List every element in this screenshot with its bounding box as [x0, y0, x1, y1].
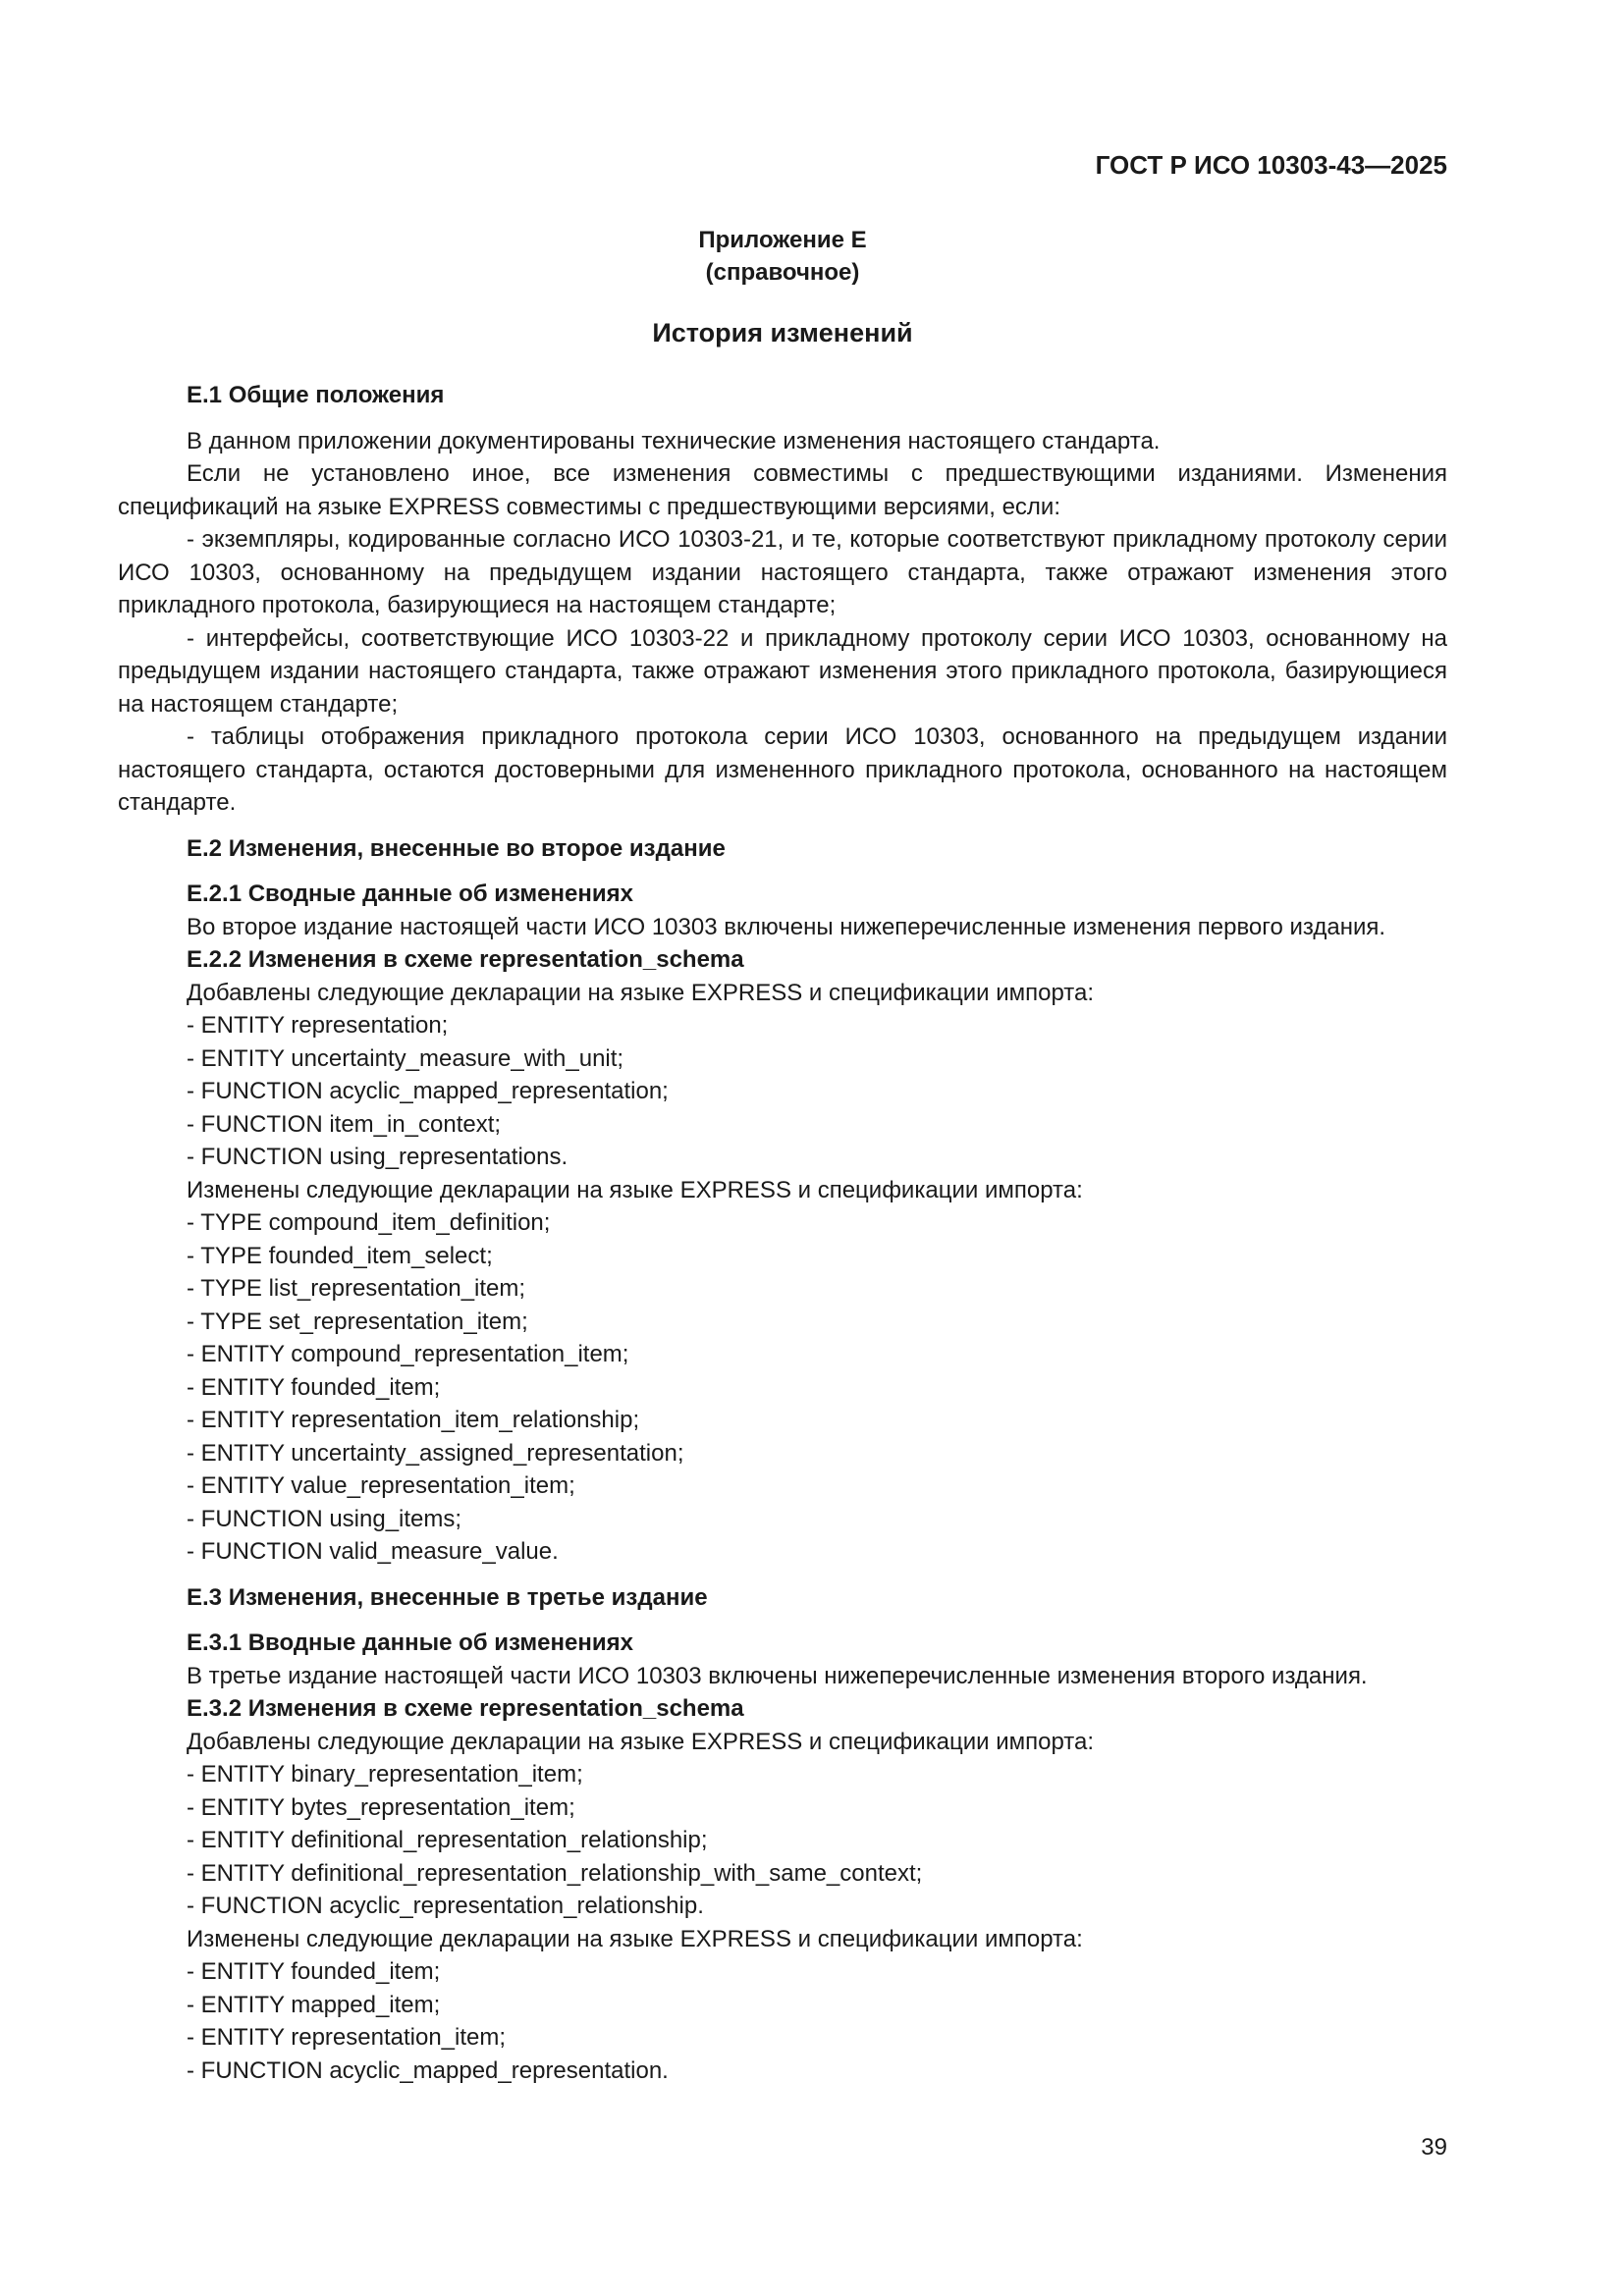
declaration-item: - FUNCTION acyclic_mapped_representation.	[187, 2056, 669, 2084]
subsection-heading: Е.3.1 Вводные данные об изменениях	[187, 1629, 633, 1656]
list-intro: Изменены следующие декларации на языке EXPRESS и спецификации импорта:	[187, 1925, 1083, 1952]
annex-title: Приложение Е	[698, 227, 867, 253]
declaration-item: - ENTITY representation;	[187, 1012, 449, 1039]
section-e3-heading: Е.3 Изменения, внесенные в третье издание	[187, 1583, 708, 1611]
annex-label	[118, 224, 1447, 289]
declaration-item: - FUNCTION acyclic_representation_relationship.	[187, 1893, 704, 1919]
declaration-item: - ENTITY representation_item;	[187, 2024, 507, 2051]
subsection-heading: Е.2.2 Изменения в схеме representation_schema	[187, 946, 744, 973]
declaration-item: - FUNCTION using_items;	[187, 1505, 462, 1532]
declaration-item: - ENTITY definitional_representation_relationship;	[187, 1827, 708, 1853]
declaration-item: - FUNCTION valid_measure_value.	[187, 1538, 559, 1565]
e2-added-list	[118, 1009, 1447, 1174]
declaration-item: - ENTITY uncertainty_measure_with_unit;	[187, 1044, 624, 1072]
list-item: - экземпляры, кодированные согласно ИСО 10303-21, и те, которые соответствуют прикладному протоколу серии ИСО 10303, основанному на предыдущем издании настоящего стандарта, также отражают изменения этого прикладного протокола, базирующиеся на настоящем стандарте;	[118, 526, 1447, 618]
section-e2-heading: Е.2 Изменения, внесенные во второе издание	[187, 834, 726, 862]
list-item: - таблицы отображения прикладного протокола серии ИСО 10303, основанного на предыдущем издании настоящего стандарта, остаются достоверными для измененного прикладного протокола, основанного на настоящем стандарте.	[118, 723, 1447, 816]
declaration-item: - TYPE founded_item_select;	[187, 1242, 493, 1269]
declaration-item: - TYPE compound_item_definition;	[187, 1209, 551, 1236]
declaration-item: - ENTITY uncertainty_assigned_representation;	[187, 1439, 684, 1467]
document-id: ГОСТ Р ИСО 10303-43—2025	[1095, 150, 1447, 180]
e2-changed-list	[118, 1206, 1447, 1569]
declaration-item: - ENTITY founded_item;	[187, 1958, 441, 1985]
paragraph: В данном приложении документированы технические изменения настоящего стандарта.	[187, 427, 1161, 454]
paragraph: В третье издание настоящей части ИСО 10303 включены нижеперечисленные изменения второго издания.	[187, 1662, 1368, 1689]
section-e1-heading: Е.1 Общие положения	[187, 382, 445, 408]
paragraph: Если не установлено иное, все изменения совместимы с предшествующими изданиями. Изменения спецификаций на языке EXPRESS совместимы с предшествующими версиями, если:	[118, 460, 1447, 520]
list-item: - интерфейсы, соответствующие ИСО 10303-22 и прикладному протоколу серии ИСО 10303, основанному на предыдущем издании настоящего стандарта, также отражают изменения этого прикладного протокола, базирующиеся на настоящем стандарте;	[118, 624, 1447, 718]
subsection-heading: Е.3.2 Изменения в схеме representation_schema	[187, 1695, 744, 1722]
declaration-item: - ENTITY definitional_representation_relationship_with_same_context;	[187, 1859, 923, 1887]
declaration-item: - ENTITY bytes_representation_item;	[187, 1793, 575, 1821]
list-intro: Добавлены следующие декларации на языке EXPRESS и спецификации импорта:	[187, 1728, 1095, 1755]
page-number: 39	[1421, 2134, 1447, 2161]
annex-heading: История изменений	[652, 318, 913, 347]
declaration-item: - TYPE set_representation_item;	[187, 1308, 528, 1335]
declaration-item: - ENTITY value_representation_item;	[187, 1472, 575, 1499]
list-intro: Изменены следующие декларации на языке EXPRESS и спецификации импорта:	[187, 1176, 1083, 1203]
list-intro: Добавлены следующие декларации на языке EXPRESS и спецификации импорта:	[187, 979, 1095, 1006]
declaration-item: - ENTITY founded_item;	[187, 1373, 441, 1401]
annex-body	[118, 379, 1447, 2087]
annex-type: (справочное)	[705, 259, 860, 286]
declaration-item: - ENTITY binary_representation_item;	[187, 1761, 583, 1788]
declaration-item: - ENTITY mapped_item;	[187, 1991, 441, 2018]
paragraph: Во второе издание настоящей части ИСО 10303 включены нижеперечисленные изменения первого издания.	[187, 913, 1386, 940]
declaration-item: - FUNCTION item_in_context;	[187, 1110, 502, 1138]
subsection-heading: Е.2.1 Сводные данные об изменениях	[187, 881, 633, 907]
declaration-item: - ENTITY representation_item_relationship;	[187, 1407, 640, 1433]
declaration-item: - ENTITY compound_representation_item;	[187, 1341, 629, 1367]
declaration-item: - TYPE list_representation_item;	[187, 1275, 526, 1302]
declaration-item: - FUNCTION using_representations.	[187, 1144, 568, 1170]
declaration-item: - FUNCTION acyclic_mapped_representation;	[187, 1078, 669, 1104]
e3-added-list	[118, 1758, 1447, 1923]
e3-changed-list	[118, 1955, 1447, 2087]
